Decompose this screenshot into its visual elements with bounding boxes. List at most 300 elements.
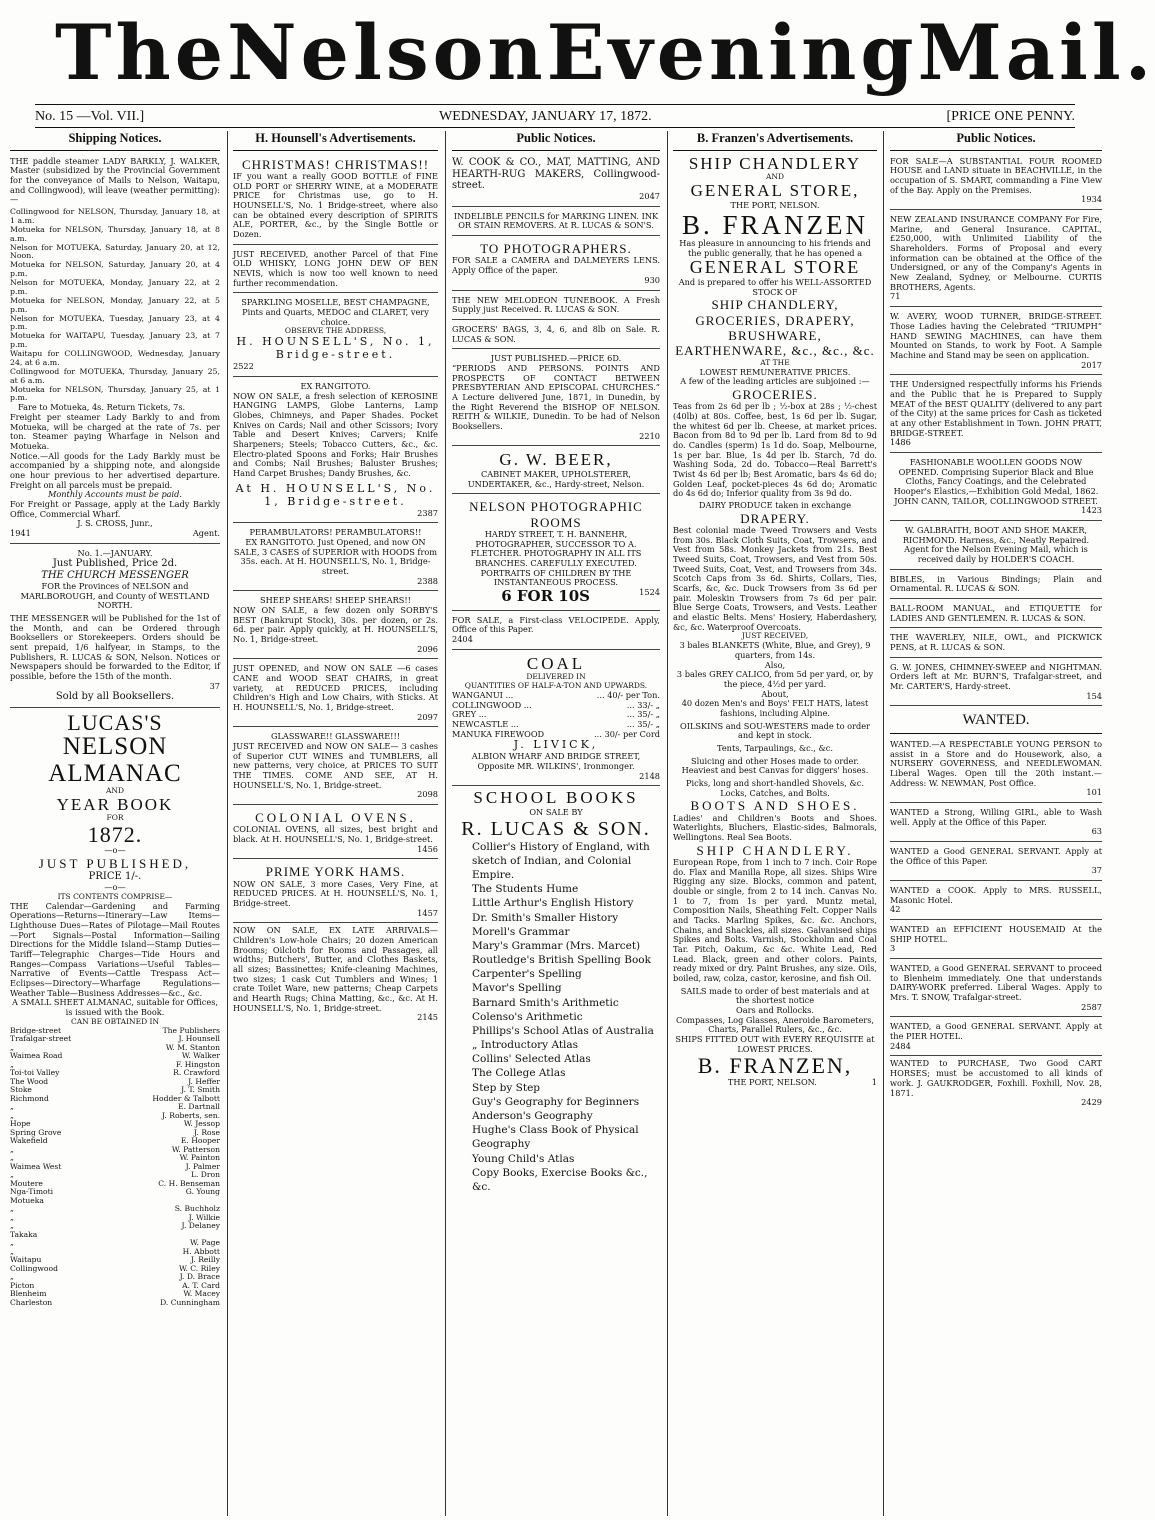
ad-heading: JUST PUBLISHED.—PRICE 6D. xyxy=(490,353,622,364)
column-rule xyxy=(445,131,446,1516)
ad-block xyxy=(452,323,660,349)
ad-block xyxy=(890,845,1102,881)
freight-text: Freight per steamer Lady Barkly to and from Motueka, will be charged at the rate of 7s. per ton. Steamer paying Wharfage in Nelson and Motueka. xyxy=(10,412,220,452)
blankets-text: 3 bales BLANKETS (White, Blue, and Grey), 9 quarters, from 14s. xyxy=(679,640,871,660)
ad-block xyxy=(890,602,1102,628)
hats-text: 40 dozen Men's and Boys' FELT HATS, latest fashions, including Alpine. xyxy=(681,698,869,718)
ad-number: 2096 xyxy=(417,643,438,654)
ad-body: SPARKLING MOSELLE, BEST CHAMPAGNE, Pints and Quarts, MEDOC and CLARET, very choice. xyxy=(241,297,430,327)
ad-body: GROCERS' BAGS, 3, 4, 6, and 8lb on Sale. R. LUCAS & SON. xyxy=(452,323,660,344)
ad-body: NOW ON SALE, a fresh selection of KEROSINE HANGING LAMPS, Globe Lanterns, Lamp Globes, Chimneys, and Paper Shades. Pocket Knives on Cards; Nail and other Scissors; Ivory Table and Desert Knives; Carvers; Knife Sharpeners; Steels; Tobacco Cutters, &c., &c. Electro-plated Spoons and Forks; Hair Brushes and Combs; Nail Brushes; Baluster Brushes; Hand Carpet Brushes; Dandy Brushes, &c. xyxy=(233,390,438,478)
list-item: „ W. M. Stanton xyxy=(10,1042,220,1052)
list-item: The College Atlas xyxy=(472,1067,566,1080)
few-text: A few of the leading articles are subjoined :— xyxy=(680,376,870,387)
ad-body: BALL-ROOM MANUAL, and ETIQUETTE for LADIES AND GENTLEMEN. R. LUCAS & SON. xyxy=(890,602,1102,623)
ad-body: NOW ON SALE, a few dozen only SORBY'S BEST (Bankrupt Stock), 30s. per dozen, or 2s. 6d. per pair. Apply quickly, at H. HOUNSELL'S, No. 1, Bridge-street. xyxy=(233,604,438,644)
ad-block xyxy=(452,614,660,650)
apply-text: For Freight or Passage, apply at the Lady Barkly Office, Commercial Wharf. xyxy=(10,499,220,519)
list-item: „ H. Abbott xyxy=(10,1246,220,1256)
ad-heading: TO PHOTOGRAPHERS. xyxy=(480,241,632,257)
picks-text: Picks, long and short-handled Shovels, &c. Locks, Catches, and Bolts. xyxy=(686,777,864,798)
list-item: Takaka xyxy=(10,1229,38,1239)
list-item: Routledge's British Spelling Book xyxy=(472,954,651,967)
list-item: „ L. Dron xyxy=(10,1170,220,1179)
tents-text: Tents, Tarpaulings, &c., &c. xyxy=(717,742,833,753)
line-item: EARTHENWARE, &c., &c., &c. xyxy=(675,343,875,359)
separator: —o— xyxy=(104,882,126,893)
ad-number: 2388 xyxy=(417,575,438,586)
list-item: Trafalgar-street J. Hounsell xyxy=(10,1034,220,1043)
title-word: The xyxy=(55,8,228,97)
list-item: „ F. Hingston xyxy=(10,1059,220,1069)
ad-number: 1457 xyxy=(417,907,438,918)
ad-block xyxy=(890,378,1102,453)
ad-block xyxy=(452,449,660,494)
list-item: Charleston D. Cunningham xyxy=(10,1297,220,1307)
ad-block xyxy=(890,573,1102,599)
table-row: COLLINGWOOD ... ... 33/- „ xyxy=(452,699,660,710)
sailing-item: Waitapu for COLLINGWOOD, Wednesday, January 24, at 6 a.m. xyxy=(10,349,220,367)
ad-block xyxy=(233,296,438,376)
ad-number: 1423 xyxy=(1081,505,1102,516)
almanac-for: FOR xyxy=(106,813,124,823)
coal-ad xyxy=(452,653,660,787)
list-item: Picton A. T. Card xyxy=(10,1280,220,1290)
ad-body: WANTED, a Good GENERAL SERVANT to proceed to Blenheim immediately. One that understands DAIRY-WORK preferred. Liberal Wages. Apply to Mrs. T. SNOW, Trafalgar-street. xyxy=(890,963,1102,1003)
ships-text: SHIPS FITTED OUT with EVERY REQUISITE at LOWEST PRICES. xyxy=(675,1034,875,1054)
sailing-item: Motueka for NELSON, Saturday, January 20, at 4 p.m. xyxy=(10,260,220,279)
just-received: JUST RECEIVED, xyxy=(741,631,809,641)
list-item: Toi-toi Valley R. Crawford xyxy=(10,1068,220,1077)
table-row: NEWCASTLE ... ... 35/- „ xyxy=(452,719,660,730)
title-word: Nelson xyxy=(227,8,547,97)
list-item: „ S. Buchholz xyxy=(10,1204,220,1213)
column-heading: H. Hounsell's Advertisements. xyxy=(233,131,438,151)
franzen-name-footer: B. FRANZEN, xyxy=(697,1053,853,1079)
ad-number: 1524 xyxy=(639,586,660,597)
list-item: Moutere C. H. Benseman xyxy=(10,1178,220,1188)
list-item: Richmond Hodder & Talbott xyxy=(10,1093,220,1103)
ad-body: W. AVERY, WOOD TURNER, BRIDGE-STREET. Those Ladies having the Celebrated “TRIUMPH” HAND SEWING MACHINES, can have them Mounted on Stands, to work by Foot. A Sample Machine and Stand may be seen on application. xyxy=(890,311,1102,360)
ad-number: 1 xyxy=(871,1076,877,1087)
ad-body: THE WAVERLEY, NILE, OWL, and PICKWICK PENS, at R. LUCAS & SON. xyxy=(890,632,1102,652)
sailing-item: Motueka for NELSON, Thursday, January 18, at 8 a.m. xyxy=(10,224,220,243)
agents-list xyxy=(10,1027,220,1308)
list-item: Blenheim W. Macey xyxy=(10,1289,220,1298)
list-item: Phillips's School Atlas of Australia xyxy=(472,1024,654,1037)
ad-number: 2098 xyxy=(417,789,438,800)
almanac-and: AND xyxy=(106,785,124,795)
table-row: GREY ... ... 35/- „ xyxy=(452,709,660,720)
ad-number: 2210 xyxy=(639,430,660,441)
ad-body: W. GALBRAITH, BOOT AND SHOE MAKER, RICHMOND. Harness, &c., Neatly Repaired. Agent for the Nelson Evening Mail, which is received daily by HOLDER'S COACH. xyxy=(902,524,1090,564)
signature-title: Agent. xyxy=(192,528,220,539)
ad-body: BIBLES, in Various Bindings; Plain and Ornamental. R. LUCAS & SON. xyxy=(890,573,1102,594)
column-public-notices-2 xyxy=(890,131,1102,1517)
ad-number: 2484 xyxy=(890,1040,911,1051)
ad-block xyxy=(233,862,438,923)
ad-heading: GLASSWARE!! GLASSWARE!!! xyxy=(270,731,401,742)
ad-block xyxy=(890,631,1102,657)
port-text: THE PORT, NELSON. xyxy=(730,199,820,210)
coal-addr: ALBION WHARF AND BRIDGE STREET, xyxy=(471,751,641,762)
compasses-text: Compasses, Log Glasses, Aneroide Barometers, Charts, Parallel Rulers, &c., &c. xyxy=(675,1014,875,1035)
list-item: Waimea West J. Palmer xyxy=(10,1161,220,1171)
ad-heading: W. COOK & CO., MAT, MATTING, AND HEARTH-RUG MAKERS, Collingwood-street. xyxy=(452,156,660,192)
issue-date: WEDNESDAY, JANUARY 17, 1872. xyxy=(439,108,652,124)
messenger-number: No. 1.—JANUARY. xyxy=(77,547,153,558)
ad-body: H. HOUNSELL'S, No. 1, Bridge-street. xyxy=(236,335,435,362)
ad-intro: THE paddle steamer LADY BARKLY, J. WALKER, Master (subsidized by the Provincial Government for the conveyance of Mails to Nelson, Waitapu, and Collingwood), will leave (weather permitting):— xyxy=(10,155,220,205)
list-item: Mavor's Spelling xyxy=(472,982,562,995)
list-item: Nga-Timoti G. Young xyxy=(10,1187,220,1196)
ad-number: 1941 xyxy=(10,528,31,539)
ad-body: “PERIODS AND PERSONS. POINTS AND PROSPECTS OF CONTACT BETWEEN PRESBYTERIAN AND EPISCOPAL CHURCHES.” A Lecture delivered June, 1871, in Dunedin, by the Right Reverend the BISHOP OF NELSON. REITH & WILKIE, Dunedin. To be had of Nelson Booksellers. xyxy=(452,362,660,431)
chandlery-text: European Rope, from 1 inch to 7 inch. Coir Rope do. Flax and Manilla Rope, all sizes. Ships Wire Rigging any size. Blocks, common and patent, double or single, from 2 to 14 inch. Canvas No. 1 to 7, from 1s per yard. Muntz metal, Composition Nails, Sheathing Felt. Copper Nails and Tacks. Marling Spikes, &c. &c. Anchors, Chains, and Shackles, all sizes. Galvanised ships Spikes and Bolts. Varnish, Stockholm and Coal Tar. Pitch, Oakum, &c &c. White Lead, Red Lead. Black, green and other colors. Paints, ready mixed or dry. Paint Brushes, any size. Oils, boiled, raw, colza, castor, kerosine, and fish Oil. xyxy=(673,857,877,984)
ad-body: G. W. JONES, CHIMNEY-SWEEP and NIGHTMAN. Orders left at Mr. BURN'S, Trafalgar-street, and Mr. CARTER'S, Hardy-street. xyxy=(890,661,1102,691)
ad-number: 154 xyxy=(1086,690,1102,701)
line-item: GROCERIES, DRAPERY, xyxy=(695,312,855,328)
list-item: „ J. D. Brace xyxy=(10,1272,220,1281)
messenger-body: THE MESSENGER will be Published for the 1st of the Month, and can be Ordered through Booksellers or Storekeepers. Orders should be sent prepaid, 1/6 halfyear, in Stamps, to the Publishers, R. LUCAS & SON, Nelson. Notices or Newspapers should be forwarded to the Editor, if possible, before the 15th of the month. xyxy=(10,613,220,682)
ad-block xyxy=(233,730,438,805)
list-item: Carpenter's Spelling xyxy=(472,968,582,981)
column-franzen xyxy=(673,131,877,1517)
ad-body: FOR SALE—A SUBSTANTIAL FOUR ROOMED HOUSE and LAND situate in BEACHVILLE, in the occupation of S. SMART, commanding a Fine View of the Bay. Apply on the Premises. xyxy=(890,155,1102,195)
obtained-heading: CAN BE OBTAINED IN xyxy=(70,1016,160,1026)
lowest-text: LOWEST REMUNERATIVE PRICES. xyxy=(699,366,851,377)
ad-block xyxy=(890,923,1102,959)
general-store-heading: GENERAL STORE, xyxy=(690,181,860,201)
ad-block xyxy=(890,738,1102,803)
ad-block xyxy=(452,497,660,610)
sailing-item: Nelson for MOTUEKA, Monday, January 22, at 2 p.m. xyxy=(10,278,220,296)
list-item: Collier's History of England, with sketch of Indian, and Colonial Empire. xyxy=(472,840,650,882)
oilskins-text: OILSKINS and SOU-WESTERS made to order and kept in stock. xyxy=(680,720,870,741)
ad-body: HARDY STREET, T. H. BANNEHR, PHOTOGRAPHER, SUCCESSOR TO A. FLETCHER. PHOTOGRAPHY IN ALL ITS BRANCHES. CAREFULLY EXECUTED. PORTRAITS OF CHILDREN BY THE INSTANTANEOUS PROCESS. xyxy=(470,528,642,588)
franzen-name: B. FRANZEN xyxy=(681,209,868,240)
column-heading: Shipping Notices. xyxy=(10,131,220,151)
list-item: Step by Step xyxy=(472,1081,541,1094)
ad-number: 37 xyxy=(209,680,220,691)
monthly-text: Monthly Accounts must be paid. xyxy=(47,489,183,500)
ad-heading: EX RANGITOTO. xyxy=(300,380,371,391)
masthead xyxy=(0,0,1155,100)
list-item: The Students Hume xyxy=(472,883,579,896)
ad-heading: COLONIAL OVENS. xyxy=(255,810,416,826)
table-row: MANUKA FIREWOOD ... 30/- per Cord xyxy=(452,728,660,739)
list-item: Collingwood W. C. Riley xyxy=(10,1263,220,1273)
almanac-price: PRICE 1/-. xyxy=(88,871,142,883)
list-item: Spring Grove J. Rose xyxy=(10,1127,220,1137)
list-item: Copy Books, Exercise Books &c., &c. xyxy=(472,1166,648,1193)
ad-heading: CHRISTMAS! CHRISTMAS!! xyxy=(241,156,430,172)
column-rule xyxy=(883,131,884,1516)
groceries-heading: GROCERIES. xyxy=(732,386,818,402)
ad-body: WANTED a Strong, Willing GIRL, able to Wash well. Apply at the Office of this Paper. xyxy=(890,807,1102,827)
column-public-notices xyxy=(452,131,660,1517)
ad-number: 2148 xyxy=(639,770,660,781)
ad-block xyxy=(890,456,1102,521)
ad-block xyxy=(233,248,438,294)
list-item: The Wood J. Heffer xyxy=(10,1076,220,1086)
dateline xyxy=(35,104,1075,128)
messenger-sold: Sold by all Booksellers. xyxy=(55,691,175,703)
ad-block xyxy=(890,962,1102,1017)
column-rule xyxy=(667,131,668,1516)
port-text-footer: THE PORT, NELSON. xyxy=(727,1076,817,1087)
ad-block xyxy=(890,524,1102,570)
calico-text: 3 bales GREY CALICO, from 5d per yard, or, by the piece, 4½d per yard. xyxy=(676,669,874,689)
at-text: AT THE xyxy=(760,357,790,367)
list-item: „ J. Wilkie xyxy=(10,1212,220,1222)
books-sale: ON SALE BY xyxy=(529,807,583,818)
offer-text: And is prepared to offer his WELL-ASSORTED STOCK OF xyxy=(678,277,872,297)
coal-opp: Opposite MR. WILKINS', Ironmonger. xyxy=(477,761,635,772)
almanac-year: 1872. xyxy=(87,822,143,848)
ad-body: FOR SALE a CAMERA and DALMEYERS LENS. Apply Office of the paper. xyxy=(452,255,660,276)
ad-block xyxy=(233,926,438,1023)
ad-body: JUST RECEIVED and NOW ON SALE— 3 cashes of Superior CUT WINES and TUMBLERS, all new patterns, very choice, at PRICES TO SUIT THE TIMES. COME AND SEE, AT H. HOUNSELL'S, No. 1, Bridge-street. xyxy=(233,741,438,790)
church-messenger-ad xyxy=(10,547,220,708)
price-text: 6 FOR 10S xyxy=(501,586,590,605)
ad-heading: G. W. BEER, xyxy=(499,450,613,470)
list-item: Guy's Geography for Beginners xyxy=(472,1095,640,1108)
ad-body: COLONIAL OVENS, all sizes, best bright and black. At H. HOUNSELL'S, No. 1, Bridge-street. xyxy=(233,824,438,845)
sailing-item: Motueka for NELSON, Thursday, January 25, at 1 p.m. xyxy=(10,384,220,403)
oars-text: Oars and Rollocks. xyxy=(736,1005,814,1016)
ad-number: 37 xyxy=(1091,865,1102,876)
list-item: Hughe's Class Book of Physical Geography xyxy=(472,1124,639,1151)
chandlery-heading: SHIP CHANDLERY. xyxy=(696,842,854,858)
ad-heading: SCHOOL BOOKS xyxy=(473,788,639,808)
ad-body: JUST OPENED, and NOW ON SALE —6 cases CANE and WOOD SEAT CHAIRS, in great variety, at REDUCED PRICES, including Children's High and Low Chairs, with Sticks. At H. HOUNSELL'S, No. 1, Bridge-street. xyxy=(233,663,438,713)
list-item: Young Child's Atlas xyxy=(472,1152,575,1165)
ad-body: IF you want a really GOOD BOTTLE of FINE OLD PORT or SHERRY WINE, at a MODERATE PRICE for Christmas use, go to H. HOUNSELL'S, No. 1 Bridge-street, where also can be obtained every description of SPIRITS ALE, PORTER, &c., by the Single Bottle or Dozen. xyxy=(233,171,438,240)
list-item: „ W. Patterson xyxy=(10,1144,220,1154)
ad-block xyxy=(452,239,660,290)
ad-body: CABINET MAKER, UPHOLSTERER, UNDERTAKER, &c., Hardy-street, Nelson. xyxy=(467,468,645,489)
almanac-ad xyxy=(10,711,220,1307)
ad-body: JUST RECEIVED, another Parcel of that Fine OLD WHISKY, LONG JOHN DEW OF BEN NEVIS, which is now too well known to need further recommendation. xyxy=(233,248,438,288)
ad-body: NEW ZEALAND INSURANCE COMPANY For Fire, Marine, and General Insurance. CAPITAL, £250,000, with Unlimited Liability of the Shareholders. Forms of Proposal and every information can be obtained at the Office of the Undersigned, or any of the Company's Agents in New Zealand, Sydney, or Melbourne. CURTIS BROTHERS, Agents. xyxy=(890,214,1102,292)
ad-block xyxy=(233,594,438,659)
separator: —o— xyxy=(104,845,126,856)
list-item: Collins' Selected Atlas xyxy=(472,1053,591,1066)
books-seller: R. LUCAS & SON. xyxy=(461,817,651,840)
sailing-item: Nelson for MOTUEKA, Saturday, January 20, at 12, Noon. xyxy=(10,242,220,261)
column-rule xyxy=(227,131,228,1516)
ad-number: 42 xyxy=(890,904,901,915)
list-item: Stoke J. T. Smith xyxy=(10,1085,220,1094)
ad-block xyxy=(452,352,660,446)
list-item: Mary's Grammar (Mrs. Marcet) xyxy=(472,939,641,952)
contents-text: THE Calendar—Gardening and Farming Operations—Returns—Itinerary—Law Items—Lighthouse Dues—Rates of Pilotage—Mail Routes—Port Signals—Postal Information—Sailing Directions for the Middle Island—Stamp Duties—Tariff—Telegraphic Charges—Tide Hours and Ranges—Compass Variations—Useful Tables—Narrative of Events—Cattle Trespass Act—Eclipses—Directory—Wharfage Regulations—Weather Table—Business Addresses—&c., &c. xyxy=(10,900,220,998)
ad-body: FOR SALE, a First-class VELOCIPEDE. Apply, Office of this Paper. xyxy=(452,614,660,635)
ad-heading: NELSON PHOTOGRAPHIC ROOMS xyxy=(469,499,643,530)
ad-body: WANTED a Good GENERAL SERVANT. Apply at the Office of this Paper. xyxy=(890,846,1102,866)
sailing-item: Collingwood for MOTUEKA, Thursday, January 25, at 6 a.m. xyxy=(10,366,220,385)
list-item: Barnard Smith's Arithmetic xyxy=(472,996,619,1009)
ad-number: 2097 xyxy=(417,711,438,722)
table-row: WANGANUI ... ... 40/- per Ton. xyxy=(452,690,660,701)
messenger-for: FOR the Provinces of NELSON and MARLBOROUGH, and County of WESTLAND NORTH. xyxy=(20,581,210,611)
ad-body: THE Undersigned respectfully informs his Friends and the Public that he is Prepared to Supply MEAT of the BEST QUALITY (delivered to any part of the City) at the same prices for Cash as ticketed at any other Establishment in Town. JOHN PRATT, BRIDGE-STREET. xyxy=(890,379,1102,438)
ad-body: WANTED an EFFICIENT HOUSEMAID At the SHIP HOTEL. xyxy=(890,924,1102,944)
almanac-published: JUST PUBLISHED, xyxy=(38,855,192,871)
and-text: AND xyxy=(766,172,784,182)
ad-number: 930 xyxy=(644,274,660,285)
sheet-almanac-text: A SMALL SHEET ALMANAC, suitable for Offices, is issued with the Book. xyxy=(12,997,218,1017)
issue-number: No. 15 —Vol. VII.] xyxy=(35,108,145,124)
ad-body: At H. HOUNSELL'S, No. 1, Bridge-street. xyxy=(235,481,436,508)
school-books-ad xyxy=(452,789,660,1194)
almanac-title-3: YEAR BOOK xyxy=(56,794,174,814)
list-item: Bridge-street The Publishers xyxy=(10,1025,220,1035)
notice-text: Notice.—All goods for the Lady Barkly must be accompanied by a shipping note, and alongside one hour previous to her advertised departure. Freight on all parcels must be prepaid. xyxy=(10,450,220,490)
list-item: Motueka xyxy=(10,1195,44,1205)
list-item: Wakefield E. Hooper xyxy=(10,1136,220,1145)
ad-number: 2047 xyxy=(639,191,660,202)
signature: J. S. CROSS, Junr., xyxy=(77,518,153,529)
drapery-heading: DRAPERY. xyxy=(740,510,810,526)
ad-body: WANTED.—A RESPECTABLE YOUNG PERSON to assist in a Store and do Housework, also, a NURSERY GOVERNESS, and NEEDLEWOMAN. Liberal Wages. Open till the 20th instant.—Address: W. NEWMAN, Post Office. xyxy=(890,739,1102,788)
ad-block xyxy=(233,380,438,523)
sailing-item: Nelson for MOTUEKA, Tuesday, January 23, at 4 p.m. xyxy=(10,313,220,332)
ad-block xyxy=(452,155,660,207)
list-item: „ J. Roberts, sen. xyxy=(10,1110,220,1120)
ad-heading: SHEEP SHEARS! SHEEP SHEARS!! xyxy=(260,595,411,606)
boots-heading: BOOTS AND SHOES. xyxy=(690,798,860,814)
ad-number: 1456 xyxy=(417,843,438,854)
sailing-item: Motueka for WAITAPU, Tuesday, January 23, at 7 p.m. xyxy=(10,331,220,350)
contents-heading: ITS CONTENTS COMPRISE— xyxy=(57,891,173,901)
list-item: Little Arthur's English History xyxy=(472,897,634,910)
ad-heading: PRIME YORK HAMS. xyxy=(265,864,406,880)
ad-number: 2429 xyxy=(1081,1097,1102,1108)
column-heading: B. Franzen's Advertisements. xyxy=(673,131,877,151)
ad-body: NOW ON SALE, EX LATE ARRIVALS— Children's Low-hole Chairs; 20 dozen American Brooms; Oilcloth for Rooms and Passages, all widths; Butchers', Butter, and Clothes Baskets, all sizes; Bassinettes; Knife-cleaning Machines, two sizes; 1 cask Cut Tumblers and Wines; 1 crate Toilet Ware, new patterns; Cheap Carpets and Hearth Rugs; China Matting, &c., &c. At H. HOUNSELL'S, No. 1, Bridge-street. xyxy=(233,925,438,1013)
ad-body: THE NEW MELODEON TUNEBOOK. A Fresh Supply just Received. R. LUCAS & SON. xyxy=(452,294,660,315)
ad-heading: PERAMBULATORS! PERAMBULATORS!! xyxy=(249,527,422,538)
ad-number: 3 xyxy=(890,943,896,954)
ship-chandlery-heading: SHIP CHANDLERY xyxy=(688,153,862,173)
store-heading: GENERAL STORE xyxy=(689,257,861,278)
ad-number: 2387 xyxy=(417,507,438,518)
ad-number: 1934 xyxy=(1081,194,1102,205)
title-word: Evening xyxy=(546,8,918,97)
column-shipping xyxy=(10,131,220,1517)
ad-body: FASHIONABLE WOOLLEN GOODS NOW OPENED. Comprising Superior Black and Blue Cloths, Fancy Coatings, and the Celebrated Hooper's Elastics,—Exhibition Gold Medal, 1862. JOHN CANN, TAILOR, COLLINGWOOD STREET. xyxy=(893,456,1099,506)
ad-block xyxy=(890,661,1102,707)
list-item: „ Introductory Atlas xyxy=(472,1039,579,1052)
ad-block xyxy=(452,294,660,320)
list-item: Colenso's Arithmetic xyxy=(472,1010,583,1023)
ad-block xyxy=(233,662,438,727)
dairy-text: DAIRY PRODUCE taken in exchange xyxy=(698,500,852,511)
groceries-text: Teas from 2s 6d per lb ; ½-box at 28s ; ½-chest (40lb) at 80s. Coffee, best, 1s 6d per lb. Sugar, the whitest 6d per lb. Cheese, at market prices. Bacon from 8d to 9d per lb. Lard from 8d to 9d do. Candles (sperm) 1s 1d do. Soap, Melbourne, 1s per bar. Blue, 1s 4d per lb. Starch, 7d do. Washing Soda, 2d do. Tobacco—Real Barrett's Twist 4s 6d per lb; Best Aromatic, bars 4s 6d do; Golden Leaf, pocket-pieces 4s 6d do; Aromatic do 4s 6d do; Inferior quality from 3s 9d do. xyxy=(673,401,877,499)
ad-number: 2404 xyxy=(452,633,473,644)
ad-block xyxy=(890,884,1102,920)
lady-barkly-ad xyxy=(10,155,220,544)
ad-block xyxy=(452,210,660,236)
coal-name: J. LIVICK, xyxy=(513,738,599,752)
ad-number: 71 xyxy=(890,291,901,302)
newspaper-title xyxy=(55,8,1155,98)
hoses-text: Sluicing and other Hoses made to order. Heaviest and best Canvas for diggers' hoses. xyxy=(681,755,869,776)
ad-block xyxy=(890,806,1102,842)
ad-body: NOW ON SALE, 3 more Cases, Very Fine, at REDUCED PRICES. At H. HOUNSELL'S, No. 1, Bridge-street. xyxy=(233,878,438,909)
ad-block xyxy=(890,1020,1102,1056)
almanac-title-1: LUCAS'S xyxy=(67,710,163,736)
ad-body: EX RANGITOTO. Just Opened, and now ON SALE, 3 CASES of SUPERIOR with HOODS from 35s. each. At H. HOUNSELL'S, No. 1, Bridge-street. xyxy=(233,536,438,576)
ad-number: 101 xyxy=(1086,787,1102,798)
almanac-title-2: NELSON ALMANAC xyxy=(48,733,182,787)
list-item: Anderson's Geography xyxy=(472,1110,593,1122)
wanted-heading: WANTED. xyxy=(890,709,1102,734)
also-text: Also, xyxy=(764,659,786,670)
fare-text: Fare to Motueka, 4s. Return Tickets, 7s. xyxy=(18,402,186,413)
line-item: BRUSHWARE, xyxy=(728,328,822,344)
list-item: Dr. Smith's Smaller History xyxy=(472,911,619,924)
sailing-item: Collingwood for NELSON, Thursday, January 18, at 1 a.m. xyxy=(10,207,220,225)
ad-block xyxy=(890,213,1102,307)
title-word: Mail. xyxy=(917,8,1155,97)
sailing-item: Motueka for NELSON, Monday, January 22, at 5 p.m. xyxy=(10,295,220,314)
issue-price: [PRICE ONE PENNY. xyxy=(946,108,1075,124)
ad-block xyxy=(890,155,1102,210)
list-item: Waitapu J. Reilly xyxy=(10,1255,220,1264)
list-item: „ W. Page xyxy=(10,1238,220,1247)
ad-number: 2017 xyxy=(1081,359,1102,370)
coal-qty: QUANTITIES OF HALF-A-TON AND UPWARDS. xyxy=(464,681,648,691)
ad-block xyxy=(890,310,1102,375)
ad-number: 1486 xyxy=(890,437,911,448)
drapery-text: Best colonial made Tweed Trowsers and Vests from 30s. Black Cloth Suits, Coat, Trowsers, and Vest from 58s. Monkey Jackets from 21s. Best Tweed Suits, Coat, Trowsers, and Vest from 50s. Tweed Suits, Coat, Vest, and Trowsers from 34s. Scotch Caps from 3s 6d. Shirts, Collars, Ties, Scarfs, &c, &c. Duck Trowsers from 3s 6d per pair. Moleskin Trowsers from 7s 6d per pair. Blue Serge Coats, Trowsers, and Vests. Leather and elastic Belts. Mens' Hosiery, Haberdashery, &c, &c. Waterproof Overcoats. xyxy=(673,525,877,632)
column-heading: Public Notices. xyxy=(890,131,1102,151)
messenger-published: Just Published, Price 2d. xyxy=(52,558,178,570)
line-item: SHIP CHANDLERY, xyxy=(711,297,839,313)
ad-body: WANTED a COOK. Apply to MRS. RUSSELL, Masonic Hotel. xyxy=(890,885,1102,905)
boots-text: Ladies' and Children's Boots and Shoes. Waterlights, Bluchers, Elastic-sides, Balmorals, Wellingtons. Real Sea Boots. xyxy=(673,812,877,842)
list-item: Hope W. Jessop xyxy=(10,1119,220,1128)
ad-number: 63 xyxy=(1091,826,1102,837)
ad-number: 2145 xyxy=(417,1012,438,1023)
ad-block xyxy=(890,1059,1102,1107)
list-item: „ J. Delaney xyxy=(10,1221,220,1230)
ad-block xyxy=(233,155,438,245)
column-heading: Public Notices. xyxy=(452,131,660,151)
list-item: „ E. Dartnall xyxy=(10,1102,220,1111)
coal-sub: DELIVERED IN xyxy=(526,672,586,682)
ad-heading: OBSERVE THE ADDRESS, xyxy=(284,326,387,336)
intro-text: Has pleasure in announcing to his friends and the public generally, that he has opened a xyxy=(679,237,871,258)
list-item: „ W. Painton xyxy=(10,1153,220,1162)
list-item: Waimea Road W. Walker xyxy=(10,1051,220,1060)
ad-number: 2587 xyxy=(1081,1001,1102,1012)
ad-block xyxy=(233,808,438,859)
ad-body: INDELIBLE PENCILS for MARKING LINEN. INK OR STAIN REMOVERS. At R. LUCAS & SON'S. xyxy=(453,210,659,231)
ad-body: WANTED, a Good GENERAL SERVANT. Apply at the PIER HOTEL. xyxy=(890,1021,1102,1042)
list-item: Morell's Grammar xyxy=(472,925,570,938)
ad-body: WANTED to PURCHASE, Two Good CART HORSES; must be accustomed to all kinds of work. J. GAUKRODGER, Foxhill. Foxhill, Nov. 28, 1871. xyxy=(890,1058,1102,1098)
ad-heading: COAL xyxy=(526,653,586,673)
ad-block xyxy=(233,526,438,591)
about-text: About, xyxy=(761,688,789,699)
column-hounsell xyxy=(233,131,438,1517)
sails-text: SAILS made to order of best materials and at the shortest notice xyxy=(680,985,870,1006)
ad-number: 2522 xyxy=(233,361,254,372)
